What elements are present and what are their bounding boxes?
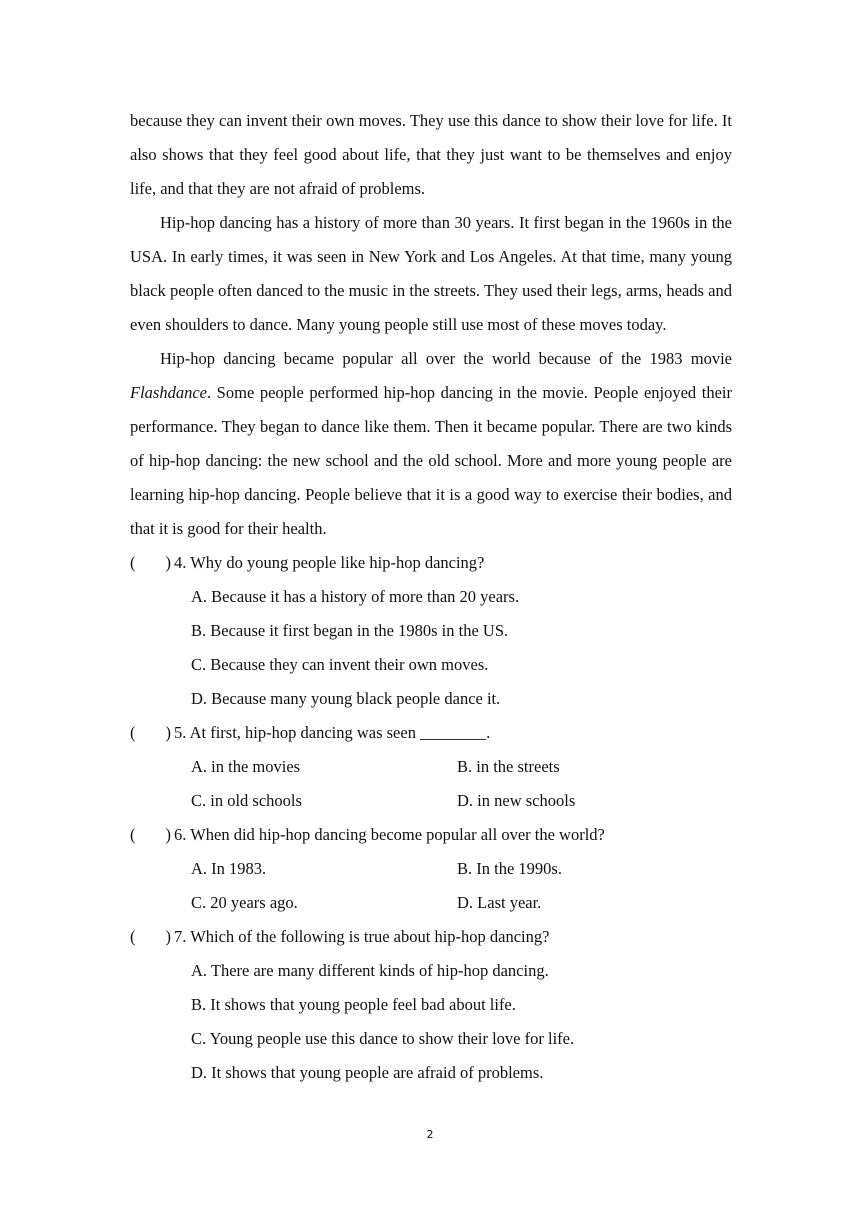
question-stem <box>130 716 732 750</box>
movie-title: Flashdance <box>130 383 207 402</box>
passage-paragraph <box>130 104 732 206</box>
question-text: 6. When did hip-hop dancing become popular all over the world? <box>174 825 605 844</box>
question-stem <box>130 920 732 954</box>
answer-option: D. in new schools <box>457 791 576 810</box>
answer-option: B. It shows that young people feel bad about life. <box>191 995 516 1014</box>
answer-option: C. 20 years ago. <box>191 893 298 912</box>
answer-option: A. in the movies <box>191 757 301 776</box>
answer-blank[interactable] <box>130 920 174 954</box>
answer-option: C. Young people use this dance to show their love for life. <box>191 1029 575 1048</box>
answer-blank-open: ( <box>130 927 136 946</box>
answer-options <box>130 852 732 920</box>
paragraph-text: Hip-hop dancing became popular all over the world because of the 1983 movie <box>160 349 732 368</box>
answer-options <box>130 954 732 1090</box>
answer-option: C. in old schools <box>191 791 302 810</box>
option-row <box>191 852 732 886</box>
answer-blank-close: ) <box>165 553 171 572</box>
answer-option: A. There are many different kinds of hip-hop dancing. <box>191 961 549 980</box>
answer-blank[interactable] <box>130 818 174 852</box>
answer-option: D. Because many young black people dance it. <box>191 689 501 708</box>
answer-blank-open: ( <box>130 553 136 572</box>
answer-blank[interactable] <box>130 546 174 580</box>
answer-blank-close: ) <box>165 927 171 946</box>
option-row <box>191 750 732 784</box>
answer-option: B. In the 1990s. <box>457 859 562 878</box>
passage-paragraph <box>130 206 732 342</box>
answer-option: B. in the streets <box>457 757 560 776</box>
paragraph-text: Hip-hop dancing has a history of more than 30 years. It first began in the 1960s in the USA. In early times, it was seen in New York and Los Angeles. At that time, many young black people often danced to the music in the streets. They used their legs, arms, heads and even shoulders to dance. Many young people still use most of these moves today. <box>130 213 732 334</box>
question-text: 4. Why do young people like hip-hop dancing? <box>174 553 485 572</box>
document-body <box>130 104 732 1090</box>
answer-option: B. Because it first began in the 1980s in the US. <box>191 621 509 640</box>
page-number: 2 <box>426 1128 434 1141</box>
answer-blank-open: ( <box>130 723 136 742</box>
answer-blank-close: ) <box>165 723 171 742</box>
answer-options <box>130 750 732 818</box>
answer-blank-close: ) <box>165 825 171 844</box>
answer-blank[interactable] <box>130 716 174 750</box>
question-text: 5. At first, hip-hop dancing was seen ________. <box>174 723 491 742</box>
reading-passage <box>130 104 732 546</box>
answer-option: A. Because it has a history of more than 20 years. <box>191 587 520 606</box>
question-stem <box>130 818 732 852</box>
question-text: 7. Which of the following is true about hip-hop dancing? <box>174 927 550 946</box>
answer-options <box>130 580 732 716</box>
paragraph-text: because they can invent their own moves. They use this dance to show their love for life. It also shows that they feel good about life, that they just want to be themselves and enjoy life, and that they are not afraid of problems. <box>130 111 732 198</box>
passage-paragraph <box>130 342 732 546</box>
answer-option: D. Last year. <box>457 893 542 912</box>
question-stem <box>130 546 732 580</box>
answer-blank-open: ( <box>130 825 136 844</box>
answer-option: D. It shows that young people are afraid of problems. <box>191 1063 544 1082</box>
answer-option: A. In 1983. <box>191 859 267 878</box>
option-row <box>191 784 732 818</box>
paragraph-text: . Some people performed hip-hop dancing in the movie. People enjoyed their performance. They began to dance like them. Then it became popular. There are two kinds of hip-hop dancing: the new school and the old school. More and more young people are learning hip-hop dancing. People believe that it is a good way to exercise their bodies, and that it is good for their health. <box>130 383 732 538</box>
answer-option: C. Because they can invent their own moves. <box>191 655 489 674</box>
question-list <box>130 546 732 1090</box>
option-row <box>191 886 732 920</box>
